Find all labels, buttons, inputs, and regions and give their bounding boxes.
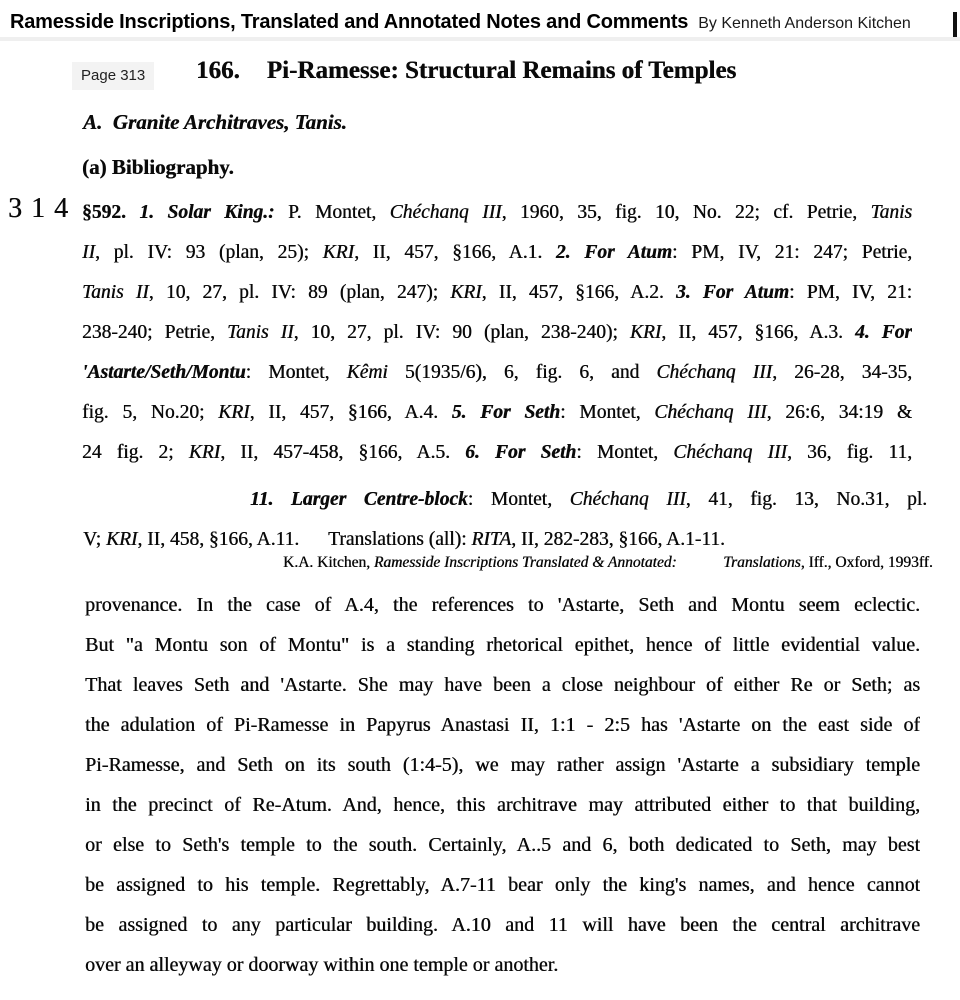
bibliography-label: (a) Bibliography. — [82, 155, 234, 179]
body-line: be assigned to any particular building. A.10 and 11 will have been the central architrave — [85, 914, 920, 936]
bibliography-line: II, pl. IV: 93 (plan, 25); KRI, II, 457, §166, A.1. 2. For Atum: PM, IV, 21: 247; Petrie, — [82, 242, 912, 263]
centre-block-line: 11. Larger Centre-block: Montet, Chéchanq III, 41, fig. 13, No.31, pl. — [250, 489, 927, 510]
section-number: 166. — [196, 57, 240, 84]
section-title: Pi-Ramesse: Structural Remains of Temples — [266, 57, 737, 84]
author-byline: By Kenneth Anderson Kitchen — [698, 15, 911, 32]
section-heading — [196, 57, 736, 85]
body-line: over an alleyway or doorway within one temple or another. — [85, 954, 559, 976]
body-line: or else to Seth's temple to the south. Certainly, A..5 and 6, both dedicated to Seth, may best — [85, 834, 920, 856]
bibliography-line: Tanis II, 10, 27, pl. IV: 89 (plan, 247); KRI, II, 457, §166, A.2. 3. For Atum: PM, IV, 21: — [82, 282, 912, 303]
body-paragraph — [85, 585, 920, 985]
text-cursor-mark — [953, 12, 957, 37]
citation-line: K.A. Kitchen, Ramesside Inscriptions Translated & Annotated: Translations, Iff., Oxford, 1993ff. — [283, 554, 933, 571]
body-line: the adulation of Pi-Ramesse in Papyrus Anastasi II, 1:1 - 2:5 has 'Astarte on the east side of — [85, 714, 920, 736]
body-line: be assigned to his temple. Regrettably, A.7-11 bear only the king's names, and hence cannot — [85, 874, 920, 896]
margin-page-number: 314 — [8, 193, 77, 224]
body-line: That leaves Seth and 'Astarte. She may have been a close neighbour of either Re or Seth; as — [85, 674, 920, 696]
bibliography-line: 24 fig. 2; KRI, II, 457-458, §166, A.5. 6. For Seth: Montet, Chéchanq III, 36, fig. 11, — [82, 442, 912, 463]
bibliography-line: §592. 1. Solar King.: P. Montet, Chéchanq III, 1960, 35, fig. 10, No. 22; cf. Petrie, Tanis — [82, 202, 912, 223]
header-divider — [0, 37, 960, 41]
app-title: Ramesside Inscriptions, Translated and Annotated Notes and Comments — [10, 11, 689, 33]
header-bar — [10, 11, 911, 34]
body-line: provenance. In the case of A.4, the references to 'Astarte, Seth and Montu seem eclectic. — [85, 594, 920, 616]
page-number-label: Page 313 — [72, 62, 154, 90]
bibliography-block — [82, 193, 912, 473]
body-line: Pi-Ramesse, and Seth on its south (1:4-5), we may rather assign 'Astarte a subsidiary temple — [85, 754, 920, 776]
bibliography-line: 'Astarte/Seth/Montu: Montet, Kêmi 5(1935/6), 6, fig. 6, and Chéchanq III, 26-28, 34-35, — [82, 362, 912, 383]
bibliography-line: fig. 5, No.20; KRI, II, 457, §166, A.4. 5. For Seth: Montet, Chéchanq III, 26:6, 34:19 & — [82, 402, 912, 423]
body-line: But "a Montu son of Montu" is a standing rhetorical epithet, hence of little evidential value. — [85, 634, 920, 656]
subsection-heading: A. Granite Architraves, Tanis. — [83, 110, 347, 134]
body-line: in the precinct of Re-Atum. And, hence, this architrave may attributed either to that building, — [85, 794, 920, 816]
bibliography-line: 238-240; Petrie, Tanis II, 10, 27, pl. IV: 90 (plan, 238-240); KRI, II, 457, §166, A.3. 4. For — [82, 322, 912, 343]
centre-block-line: V; KRI, II, 458, §166, A.11. Translations (all): RITA, II, 282-283, §166, A.1-11. — [83, 529, 725, 550]
